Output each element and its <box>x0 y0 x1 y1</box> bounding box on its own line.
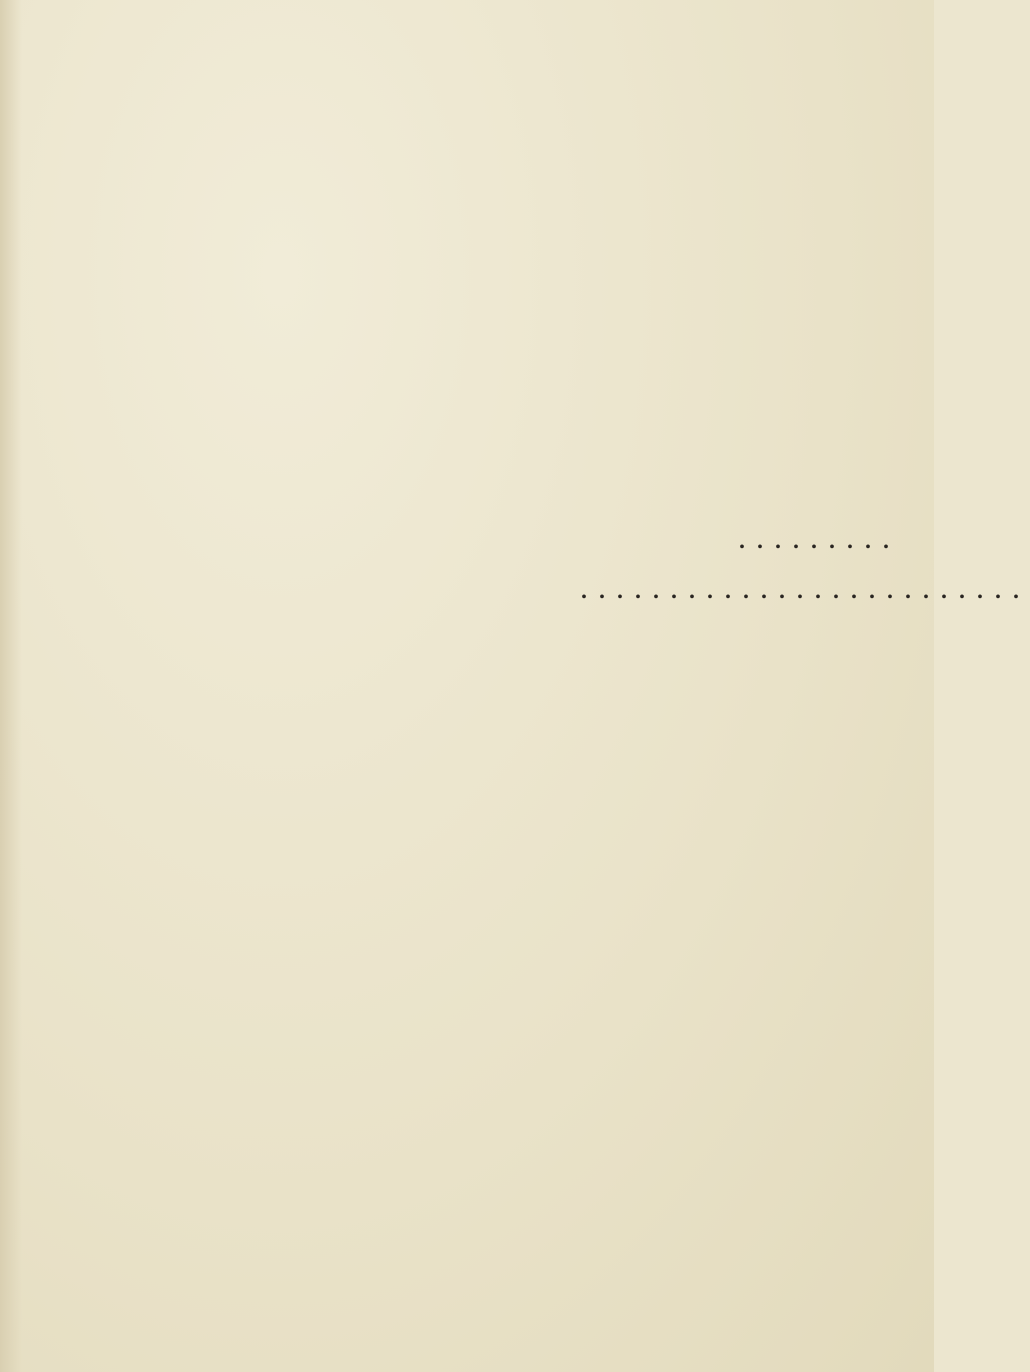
mnich-entry <box>0 519 934 555</box>
versuche-heading-entry <box>0 569 1030 605</box>
dot-leader: ......... <box>738 519 900 555</box>
dot-leader: ......................... <box>580 569 1030 605</box>
page-gutter-edge <box>0 0 22 1372</box>
